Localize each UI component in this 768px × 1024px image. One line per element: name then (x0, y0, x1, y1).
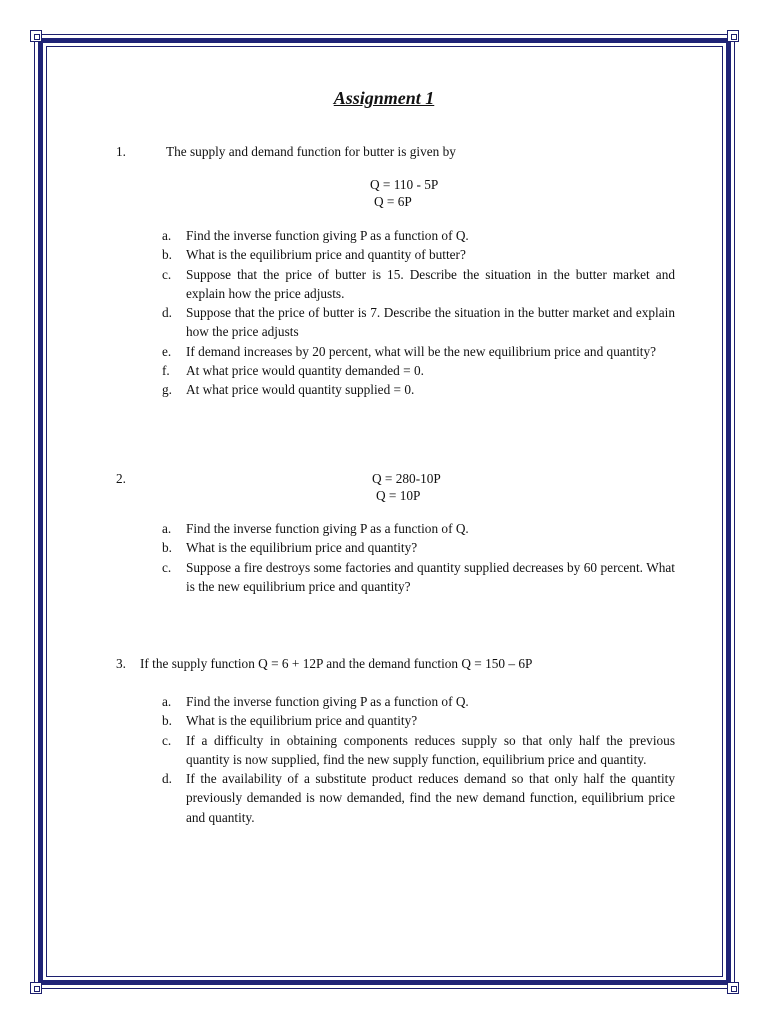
demand-equation: Q = 280-10P (372, 471, 441, 486)
item-letter: b. (162, 540, 172, 556)
list-item (162, 538, 675, 557)
demand-equation: Q = 110 - 5P (370, 177, 439, 192)
border-corner-ornament (30, 982, 42, 994)
item-letter: d. (162, 771, 172, 787)
list-item (162, 342, 675, 361)
item-text: If the availability of a substitute product reduces demand so that only half the quantity previously demanded is now demanded, find the new demand function, equilibrium price and quantity. (186, 771, 675, 825)
item-text: Find the inverse function giving P as a function of Q. (186, 521, 469, 536)
list-item (162, 711, 675, 730)
list-item (162, 226, 675, 245)
list-item (162, 692, 675, 711)
question-intro: The supply and demand function for butter is given by (166, 144, 456, 159)
list-item (162, 380, 675, 399)
list-item (162, 361, 675, 380)
item-letter: a. (162, 521, 172, 536)
item-letter: d. (162, 305, 172, 321)
list-item (162, 265, 675, 304)
supply-equation: Q = 10P (376, 488, 421, 503)
item-text: If a difficulty in obtaining components reduces supply so that only half the previous quantity is now supplied, find the new supply function, equilibrium price and quantity. (186, 732, 675, 767)
border-corner-ornament (727, 982, 739, 994)
item-text: What is the equilibrium price and quantity? (186, 540, 418, 556)
item-letter: a. (162, 694, 172, 709)
item-text: What is the equilibrium price and quantity? (186, 713, 418, 729)
sub-question-list (162, 226, 675, 400)
sub-question-list (162, 519, 675, 596)
list-item (162, 731, 675, 770)
item-letter: c. (162, 266, 172, 282)
item-letter: b. (162, 713, 172, 729)
border-corner-ornament (30, 30, 42, 42)
item-letter: g. (162, 382, 172, 398)
question-number: 2. (116, 471, 126, 486)
question-number: 3. (116, 656, 126, 671)
question-number: 1. (116, 144, 126, 159)
question-intro: If the supply function Q = 6 + 12P and the demand function Q = 150 – 6P (140, 656, 533, 671)
list-item (162, 769, 675, 827)
page-title: Assignment 1 (333, 88, 435, 108)
list-item (162, 558, 675, 597)
item-text: Suppose that the price of butter is 15. Describe the situation in the butter market and explain how the price adjusts. (186, 266, 675, 301)
supply-equation: Q = 6P (374, 194, 412, 209)
list-item (162, 303, 675, 342)
item-text: Find the inverse function giving P as a function of Q. (186, 694, 469, 709)
item-text: What is the equilibrium price and quantity of butter? (186, 247, 466, 263)
list-item (162, 245, 675, 264)
item-text: Suppose that the price of butter is 7. Describe the situation in the butter market and explain how the price adjusts (186, 305, 675, 340)
item-text: Suppose a fire destroys some factories and quantity supplied decreases by 60 percent. What is the new equilibrium price and quantity? (186, 559, 675, 594)
sub-question-list (162, 692, 675, 827)
item-letter: c. (162, 732, 172, 748)
border-corner-ornament (727, 30, 739, 42)
item-letter: b. (162, 247, 172, 263)
list-item (162, 519, 675, 538)
item-letter: e. (162, 343, 172, 359)
item-text: At what price would quantity supplied = 0. (186, 382, 415, 398)
item-text: Find the inverse function giving P as a function of Q. (186, 228, 469, 243)
item-text: If demand increases by 20 percent, what will be the new equilibrium price and quantity? (186, 343, 657, 359)
item-letter: f. (162, 363, 170, 379)
item-letter: a. (162, 228, 172, 243)
item-letter: c. (162, 559, 172, 575)
item-text: At what price would quantity demanded = 0. (186, 363, 424, 379)
